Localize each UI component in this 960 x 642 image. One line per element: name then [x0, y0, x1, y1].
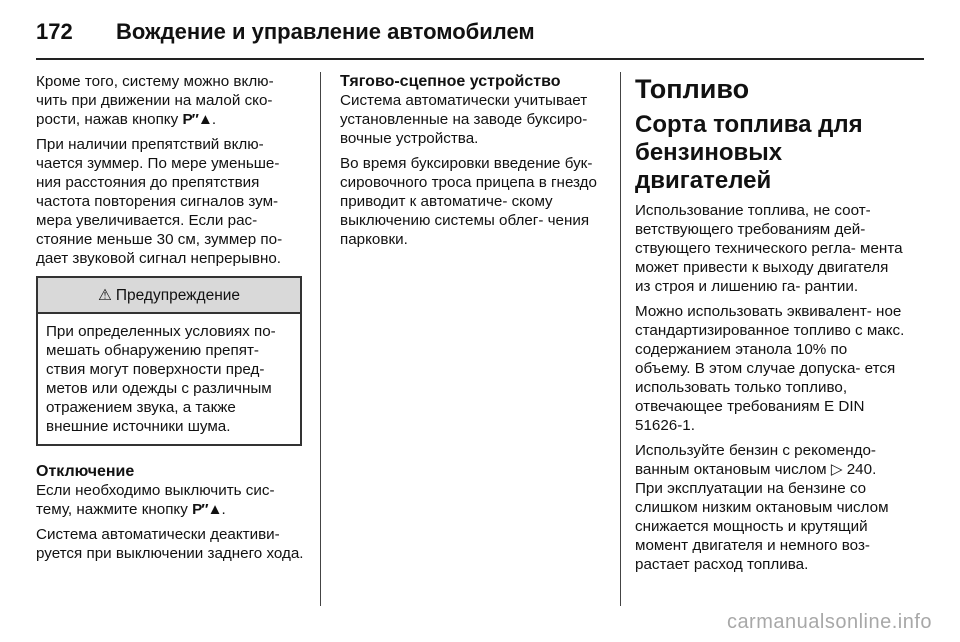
warning-icon: ⚠ — [97, 286, 112, 304]
paragraph: Если необходимо выключить сис‐ тему, нажмите кнопку P″▲. — [36, 482, 275, 518]
section-title: Сорта топлива для бензиновых двигателей — [635, 111, 863, 194]
paragraph: Можно использовать эквивалент‐ ное стандартизированное топливо с макс. содержанием этанола 10% по объему. В этом случае допуска‐ ется использовать только топливо, отвечающее требованиям E DIN 51626-1. — [635, 303, 905, 434]
paragraph: Система автоматически деактиви‐ руется при выключении заднего хода. — [36, 526, 304, 562]
column-left — [36, 72, 306, 569]
column-right — [635, 72, 905, 580]
page-reference-link[interactable]: ▷ 240 — [830, 461, 873, 478]
park-assist-button-icon: P″▲ — [182, 111, 212, 128]
section-heading: Отключение — [36, 463, 135, 480]
page-title: Вождение и управление автомобилем — [116, 19, 535, 44]
column-divider — [320, 72, 321, 606]
chapter-title: Топливо — [635, 74, 750, 104]
header-rule — [36, 58, 924, 60]
warning-title: Предупреждение — [115, 286, 241, 304]
watermark: carmanualsonline.info — [726, 611, 932, 633]
paragraph: Во время буксировки введение бук‐ сировочного троса прицепа в гнездо приводит к автоматиче‐ скому выключению системы облег‐ чения парковки. — [340, 155, 597, 248]
paragraph: При наличии препятствий вклю‐ чается зуммер. По мере уменьше‐ ния расстояния до препятствия частота повторения сигналов зум‐ мера увеличивается. Если рас‐ стояние меньше 30 см, зуммер по‐ дает звуковой сигнал непрерывно. — [36, 136, 283, 267]
paragraph: Кроме того, систему можно вклю‐ чить при движении на малой ско‐ рости, нажав кнопку P″▲. — [36, 73, 274, 128]
warning-box — [36, 276, 302, 446]
warning-header — [38, 278, 300, 314]
paragraph: Использование топлива, не соот‐ ветствующего требованиям дей‐ ствующего технического регла‐ мента может привести к выходу двигателя из строя и лишению га‐ рантии. — [635, 202, 903, 295]
paragraph: Используйте бензин с рекомендо‐ ванным октановым числом ▷ 240. При эксплуатации на бензине со слишком низким октановым числом снижается мощность и крутящий момент двигателя и немного воз‐ растает расход топлива. — [635, 442, 889, 573]
section-heading: Тягово-сцепное устройство — [340, 73, 561, 90]
park-assist-button-icon: P″▲ — [192, 501, 222, 518]
column-divider — [620, 72, 621, 606]
warning-text: При определенных условиях по‐ мешать обнаружению препят‐ ствия могут поверхности пред‐ метов или одежды с различным отражением звука, а также внешние источники шума. — [46, 323, 276, 435]
page-header — [36, 14, 535, 50]
column-middle — [340, 72, 610, 255]
paragraph: Система автоматически учитывает установленные на заводе буксиро‐ вочные устройства. — [340, 92, 588, 147]
page-number: 172 — [36, 19, 73, 44]
